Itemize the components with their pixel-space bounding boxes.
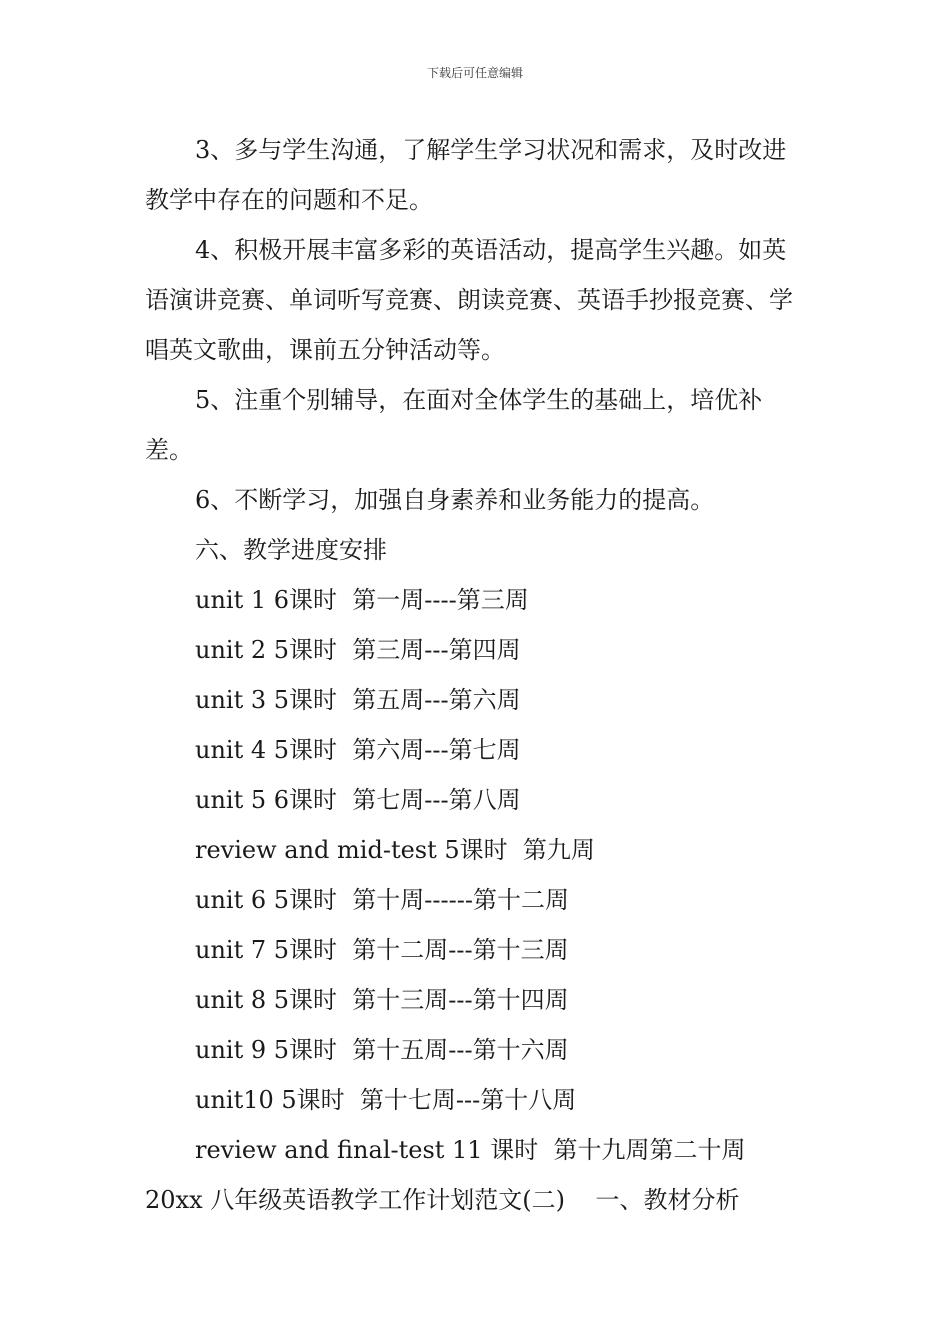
schedule-row-unit-9: unit 9 5课时 第十五周---第十六周 [195,1036,569,1064]
schedule-row-unit-7: unit 7 5课时 第十二周---第十三周 [195,936,569,964]
paragraph-3: 3、多与学生沟通，了解学生学习状况和需求，及时改进教学中存在的问题和不足。 [145,136,787,214]
document-body [145,125,810,1225]
schedule-row-mid-test: review and mid-test 5课时 第九周 [195,836,595,864]
closing-line: 20xx 八年级英语教学工作计划范文(二) 一、教材分析 [145,1186,740,1214]
paragraph-6: 6、不断学习，加强自身素养和业务能力的提高。 [195,486,715,514]
schedule-row-unit-5: unit 5 6课时 第七周---第八周 [195,786,521,814]
paragraph-4: 4、积极开展丰富多彩的英语活动，提高学生兴趣。如英语演讲竞赛、单词听写竞赛、朗读竞赛、英语手抄报竞赛、学唱英文歌曲，课前五分钟活动等。 [145,236,793,364]
schedule-row-unit-10: unit10 5课时 第十七周---第十八周 [195,1086,577,1114]
schedule-row-unit-3: unit 3 5课时 第五周---第六周 [195,686,521,714]
page-header: 下载后可任意编辑 [426,66,523,80]
schedule-row-unit-1: unit 1 6课时 第一周----第三周 [195,586,529,614]
schedule-row-unit-2: unit 2 5课时 第三周---第四周 [195,636,521,664]
section-heading-schedule: 六、教学进度安排 [195,536,387,564]
schedule-row-final-test: review and final-test 11 课时 第十九周第二十周 [195,1136,746,1164]
schedule-row-unit-8: unit 8 5课时 第十三周---第十四周 [195,986,569,1014]
schedule-row-unit-4: unit 4 5课时 第六周---第七周 [195,736,521,764]
schedule-row-unit-6: unit 6 5课时 第十周------第十二周 [195,886,569,914]
paragraph-5: 5、注重个别辅导，在面对全体学生的基础上，培优补差。 [145,386,763,464]
